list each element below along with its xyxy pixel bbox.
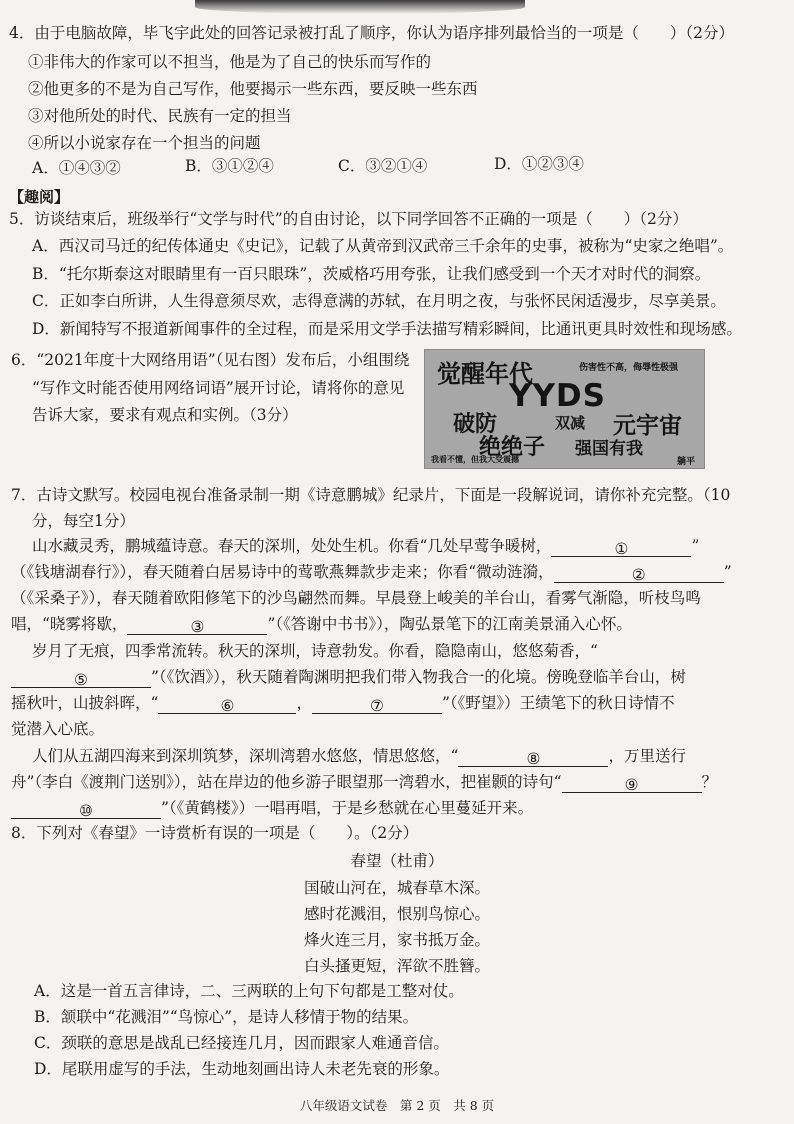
page-footer: 八年级语文试卷 第 2 页 共 8 页: [299, 1098, 495, 1113]
poem-line-4: 白头搔更短，浑欲不胜簪。: [303, 957, 490, 975]
q7-text: ”（《黄鹤楼》）一唱再唱，于是乡愁就在心里蔓延开来。: [161, 799, 534, 817]
poem-title: 春望（杜甫）: [350, 852, 444, 870]
q8-option-d: D．尾联用虚写的手法，生动地刻画出诗人未老先衰的形象。: [34, 1060, 450, 1078]
q7-text: 舟”（李白《渡荆门送别》），站在岸边的他乡游子眼望那一湾碧水，把崔颢的诗句“: [11, 773, 562, 791]
answer-blank-10[interactable]: [11, 800, 161, 819]
slang-word-6: 绝绝子: [479, 435, 546, 460]
slang-caption-2: 我看不懂，但我大受震撼: [431, 455, 519, 464]
q7-para-line-6: [11, 666, 686, 688]
poem-line-3: 烽火连三月，家书抵万金。: [303, 931, 490, 949]
q7-para-line-1: [32, 535, 699, 557]
blank-number: ⑧: [526, 750, 541, 768]
blank-number: ①: [614, 540, 629, 558]
q4-item-4: ④所以小说家存在一个担当的问题: [28, 134, 261, 152]
q7-para-line-4: [11, 613, 632, 635]
blank-number: ②: [631, 566, 646, 584]
q7-para-line-11: [11, 797, 533, 819]
q7-para-line-5: 岁月了无痕，四季常流转。秋天的深圳，诗意勃发。你看，隐隐南山，悠悠菊香，“: [32, 642, 598, 660]
q7-para-line-8: 觉潜入心底。: [11, 720, 105, 738]
answer-blank-7[interactable]: [312, 695, 442, 714]
q4-item-1: ①非伟大的作家可以不担当，他是为了自己的快乐而写作的: [28, 53, 432, 71]
q5-option-d: D．新闻特写不报道新闻事件的全过程，而是采用文学手法描写精彩瞬间，比通讯更具时效性和现场感。: [32, 320, 742, 338]
q4-option-c: C．③②①④: [338, 157, 428, 175]
answer-blank-2[interactable]: [554, 564, 724, 583]
q4-item-3: ③对他所处的时代、民族有一定的担当: [28, 107, 292, 125]
slang-word-2: YYDS: [509, 378, 606, 414]
blank-number: ⑨: [624, 776, 639, 794]
q8-option-b: B．颔联中“花溅泪”“鸟惊心”，是诗人移情于物的结果。: [34, 1008, 419, 1026]
question-6-line-3: 告诉大家，要求有观点和实例。（3分）: [32, 406, 298, 424]
q7-text: ”（《野望》）王绩笔下的秋日诗情不: [441, 694, 675, 712]
q7-para-line-3: （《采桑子》），春天随着欧阳修笔下的沙鸟翩然而舞。早晨登上峻美的羊台山，看雾气渐隐，听枝鸟鸣: [11, 589, 701, 607]
question-4-stem: 4．由于电脑故障，毕飞宇此处的回答记录被打乱了顺序，你认为语序排列最恰当的一项是（ ）（2分）: [9, 24, 734, 42]
q4-item-2: ②他更多的不是为自己写作，他要揭示一些东西，要反映一些东西: [28, 80, 478, 98]
slang-word-4: 双减: [555, 414, 586, 432]
q5-option-c: C．正如李白所讲，人生得意须尽欢，志得意满的苏轼，在月明之夜，与张怀民闲适漫步，尽享美景。: [32, 292, 726, 310]
slang-caption-3: 躺平: [677, 457, 696, 467]
slang-caption-1: 伤害性不高，侮辱性极强: [579, 363, 679, 373]
blank-number: ⑥: [220, 697, 235, 715]
question-7-stem-2: 分，每空1分）: [32, 512, 135, 530]
answer-blank-1[interactable]: [551, 538, 691, 557]
poem-line-2: 感时花溅泪，恨别鸟惊心。: [303, 905, 490, 923]
answer-blank-5[interactable]: [11, 669, 151, 688]
blank-number: ⑩: [79, 802, 93, 820]
q7-text: ”: [723, 563, 732, 581]
q7-para-line-10: [11, 771, 717, 793]
slang-word-3: 破防: [453, 412, 498, 437]
answer-blank-3[interactable]: [127, 616, 267, 635]
q7-text: ”（《饮酒》），秋天随着陶渊明把我们带入物我合一的化境。傍晚登临羊台山，树: [151, 668, 686, 686]
slang-word-1: 觉醒年代: [437, 360, 533, 388]
q4-option-b: B．③①②④: [185, 157, 274, 175]
q4-option-a: A．①④③②: [32, 159, 121, 177]
scan-shadow: [195, 0, 525, 14]
question-8-stem: 8．下列对《春望》一诗赏析有误的一项是（ ）。（2分）: [11, 824, 419, 842]
q7-text: 摇秋叶，山披斜晖，“: [11, 694, 159, 712]
q7-text: ？: [701, 773, 718, 791]
q7-para-line-7: 摇秋叶，山披斜晖，“ ⑥ ， ⑦ ”（《野望》）王绩笔下的秋日诗情不: [11, 694, 675, 715]
question-5-stem: 5．访谈结束后，班级举行“文学与时代”的自由讨论，以下同学回答不正确的一项是（ ）（2分）: [9, 210, 688, 228]
blank-number: ③: [190, 618, 205, 636]
slang-word-7: 强国有我: [575, 439, 643, 459]
q7-text: 人们从五湖四海来到深圳筑梦，深圳湾碧水悠悠，情思悠悠，“: [32, 747, 459, 765]
q8-option-c: C．颈联的意思是战乱已经接连几月，因而跟家人难通音信。: [34, 1034, 449, 1052]
internet-slang-image: [424, 349, 705, 469]
section-title: 【趣阅】: [9, 188, 70, 206]
q7-text: ”: [691, 537, 700, 555]
question-7-stem-1: 7．古诗文默写。校园电视台准备录制一期《诗意鹏城》纪录片，下面是一段解说词，请你补充完整。（10: [11, 486, 731, 504]
slang-word-5: 元宇宙: [613, 413, 682, 439]
q7-text: 山水藏灵秀，鹏城蕴诗意。春天的深圳，处处生机。你看“几处早莺争暖树，: [32, 537, 552, 555]
blank-number: ⑤: [74, 671, 88, 689]
q5-option-b: B．“托尔斯泰这对眼睛里有一百只眼珠”，茨威格巧用夸张，让我们感受到一个天才对时代的洞察。: [32, 265, 711, 283]
q7-para-line-9: [32, 745, 686, 767]
question-6-line-2: “写作文时能否使用网络词语”展开讨论，请将你的意见: [32, 379, 405, 397]
answer-blank-6[interactable]: [158, 695, 296, 714]
q8-option-a: A．这是一首五言律诗，二、三两联的上句下句都是工整对仗。: [34, 982, 464, 1000]
answer-blank-9[interactable]: [562, 774, 702, 793]
q4-option-d: D．①②③④: [494, 155, 584, 173]
answer-blank-8[interactable]: [458, 748, 608, 767]
q7-para-line-2: [11, 561, 732, 583]
q7-text: ，万里送行: [608, 747, 686, 765]
q7-text: （《钱塘湖春行》），春天随着白居易诗中的莺歌燕舞款步走来；你看“微动涟漪，: [11, 563, 554, 581]
q7-text: 唱，“晓雾将歇，: [11, 615, 128, 633]
poem-line-1: 国破山河在，城春草木深。: [303, 879, 490, 897]
blank-number: ⑦: [370, 697, 384, 715]
q7-text: ”（《答谢中书书》），陶弘景笔下的江南美景涌入心怀。: [267, 615, 632, 633]
question-6-line-1: 6．“2021年度十大网络用语”（见右图）发布后，小组围绕: [11, 351, 410, 369]
q5-option-a: A．西汉司马迁的纪传体通史《史记》，记载了从黄帝到汉武帝三千余年的史事，被称为“史家之绝唱”。: [32, 237, 734, 255]
